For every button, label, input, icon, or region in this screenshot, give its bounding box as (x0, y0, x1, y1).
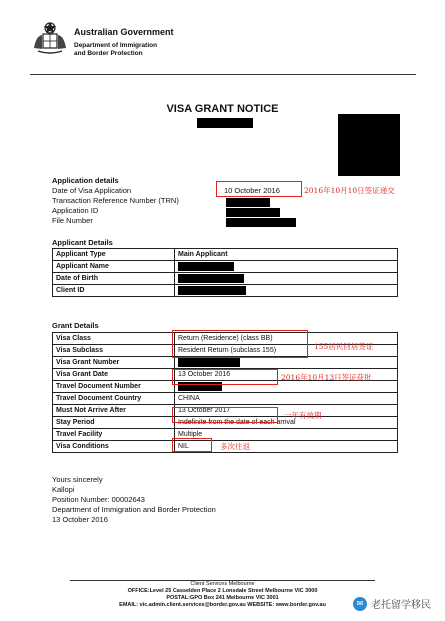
visa-conditions-label: Visa Conditions (53, 441, 175, 453)
stay-period-value: Indefinite from the date of each arrival (175, 417, 398, 429)
coat-of-arms-icon (30, 18, 70, 58)
applicant-section-title: Applicant Details (52, 238, 113, 247)
application-section-title: Application details (52, 176, 119, 185)
table-row (53, 261, 398, 273)
visa-class-highlight (172, 330, 308, 358)
travel-document-number-label: Travel Document Number (53, 381, 175, 393)
annotation-valid: 一年有效期 (284, 411, 322, 420)
annotation-visa-class: 155居民回居签证 (314, 342, 374, 351)
file-number-label: File Number (52, 216, 93, 225)
application-labels (52, 186, 222, 226)
application-id-label: Application ID (52, 206, 99, 215)
must-not-arrive-highlight (172, 407, 278, 423)
header-divider (30, 74, 416, 75)
applicant-name-label: Applicant Name (53, 261, 175, 273)
annotation-grant-date: 2016年10月13日签证获批 (281, 373, 372, 382)
visa-conditions-value: NIL (175, 441, 398, 453)
client-id-label: Client ID (53, 285, 175, 297)
travel-facility-label: Travel Facility (53, 429, 175, 441)
notice-title: VISA GRANT NOTICE (166, 103, 279, 115)
application-date-label: Date of Visa Application (52, 186, 132, 195)
visa-grant-date-label: Visa Grant Date (53, 369, 175, 381)
redacted-trn (226, 198, 270, 207)
signatory-name: Kallopi (52, 485, 75, 494)
table-row (53, 249, 398, 261)
table-row (53, 357, 398, 369)
application-date-highlight (216, 181, 302, 197)
footer-office-address: OFFICE:Level 25 Casselden Place 2 Lonsdale Street Melbourne VIC 3000 (127, 588, 318, 594)
footer-office-name: Client Services Melbourne (190, 581, 255, 587)
visa-grant-number-value (175, 357, 398, 369)
visa-grant-number-label: Visa Grant Number (53, 357, 175, 369)
footer-contact: EMAIL: vic.admin.client.services@border.gov.au WEBSITE: www.border.gov.au (119, 602, 326, 608)
department-name (74, 42, 157, 58)
visa-grant-date-value: 13 October 2016 (175, 369, 398, 381)
redacted-photo (338, 114, 400, 176)
applicant-table (52, 248, 398, 297)
application-date-value: 10 October 2016 (224, 186, 280, 195)
travel-document-country-label: Travel Document Country (53, 393, 175, 405)
travel-document-country-value: CHINA (175, 393, 398, 405)
government-title: Australian Government (74, 27, 174, 37)
multiple-highlight (172, 438, 212, 452)
signature-block (52, 475, 216, 525)
position-number: Position Number: 00002643 (52, 495, 145, 504)
annotation-multiple: 多次往返 (220, 442, 250, 451)
visa-class-label: Visa Class (53, 333, 175, 345)
redacted-reference (197, 118, 253, 128)
watermark (353, 596, 431, 611)
redacted-grant-number (178, 358, 240, 367)
applicant-name-value (175, 261, 398, 273)
annotation-application-date: 2016年10月10日签证递交 (304, 186, 395, 195)
visa-subclass-label: Visa Subclass (53, 345, 175, 357)
date-of-birth-value (175, 273, 398, 285)
must-not-arrive-after-label: Must Not Arrive After (53, 405, 175, 417)
table-row (53, 273, 398, 285)
wechat-icon: ✉ (353, 597, 367, 611)
table-row (53, 393, 398, 405)
client-id-value (175, 285, 398, 297)
visa-class-value: Return (Residence) (class BB) (175, 333, 398, 345)
visa-subclass-value: Resident Return (subclass 155) (175, 345, 398, 357)
redacted-name (178, 262, 234, 271)
trn-label: Transaction Reference Number (TRN) (52, 196, 179, 205)
redacted-dob (178, 274, 244, 283)
redacted-client-id (178, 286, 246, 295)
grant-section-title: Grant Details (52, 321, 99, 330)
closing-line: Yours sincerely (52, 475, 103, 484)
table-row (53, 429, 398, 441)
travel-facility-value: Multiple (175, 429, 398, 441)
department-line-1: Department of Immigration (74, 42, 158, 49)
stay-period-label: Stay Period (53, 417, 175, 429)
redacted-file-number (226, 218, 296, 227)
applicant-type-value: Main Applicant (175, 249, 398, 261)
table-row (53, 285, 398, 297)
department-line-2: and Border Protection (74, 50, 143, 57)
applicant-type-label: Applicant Type (53, 249, 175, 261)
signature-date: 13 October 2016 (52, 515, 108, 524)
watermark-text: 老托留学移民 (371, 600, 431, 611)
date-of-birth-label: Date of Birth (53, 273, 175, 285)
redacted-application-id (226, 208, 280, 217)
footer-postal-address: POSTAL:GPO Box 241 Melbourne VIC 3001 (166, 595, 279, 601)
must-not-arrive-after-value: 13 October 2017 (175, 405, 398, 417)
grant-date-highlight (172, 369, 278, 385)
signature-department: Department of Immigration and Border Protection (52, 505, 216, 514)
